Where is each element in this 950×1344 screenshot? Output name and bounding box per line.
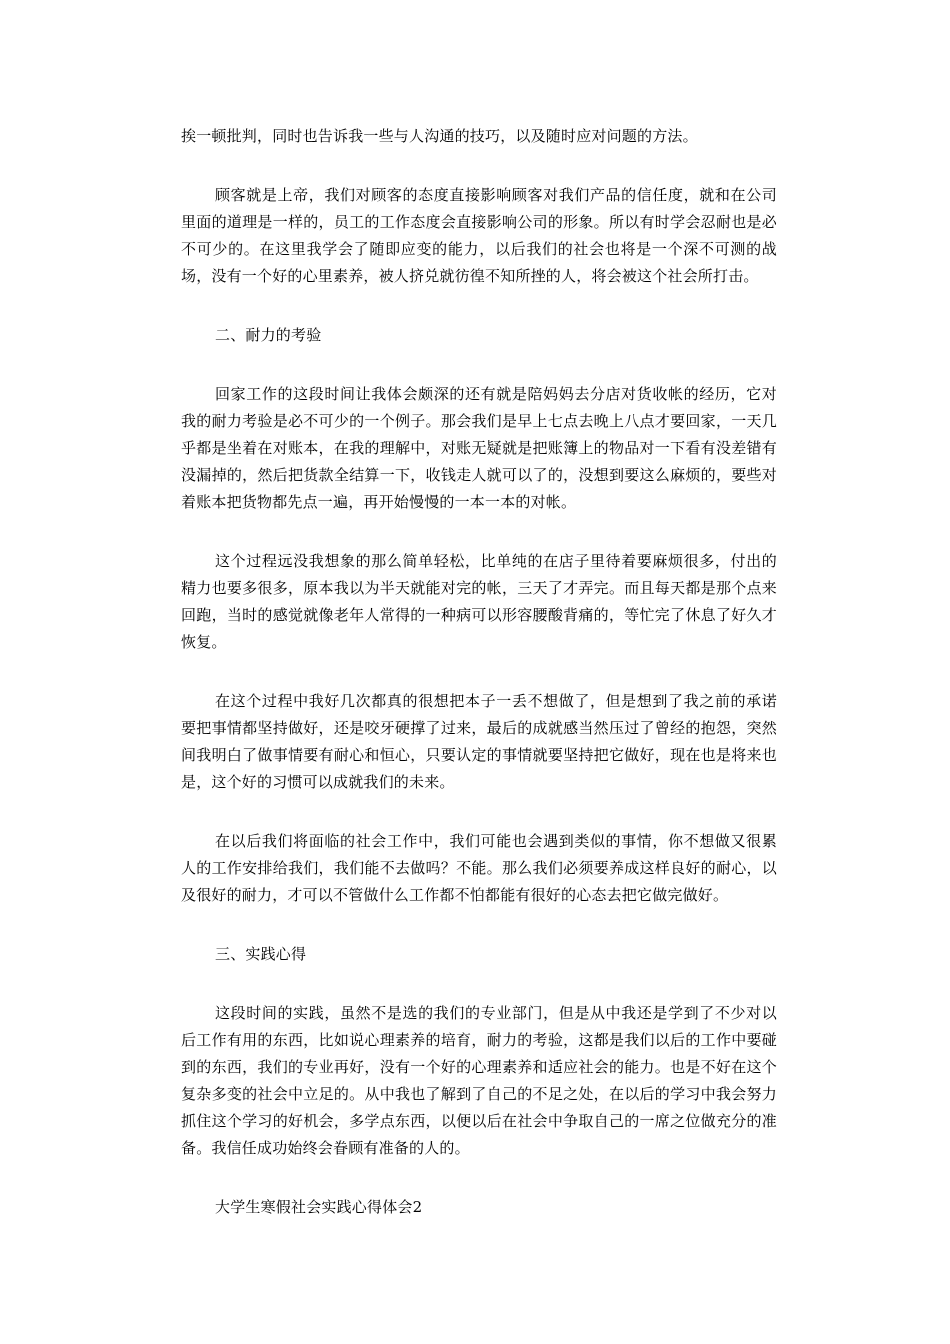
document-page xyxy=(181,123,777,1253)
paragraph-continuation: 挨一顿批判，同时也告诉我一些与人沟通的技巧，以及随时应对问题的方法。 xyxy=(181,127,698,145)
paragraph-account-checking: 回家工作的这段时间让我体会颇深的还有就是陪妈妈去分店对货收帐的经历，它对我的耐力考验是必不可少的一个例子。那会我们是早上七点去晚上八点才要回家，一天几乎都是坐着在对账本，在我的理解中，对账无疑就是把账簿上的物品对一下看有没差错有没漏掉的，然后把货款全结算一下，收钱走人就可以了的，没想到要这么麻烦的，要些对着账本把货物都先点一遍，再开始慢慢的一本一本的对帐。 xyxy=(181,385,777,511)
paragraph-future-work: 在以后我们将面临的社会工作中，我们可能也会遇到类似的事情，你不想做又很累人的工作安排给我们，我们能不去做吗？不能。那么我们必须要养成这样良好的耐心，以及很好的耐力，才可以不管做什么工作都不怕都能有很好的心态去把它做完做好。 xyxy=(181,832,777,904)
section-heading-endurance: 二、耐力的考验 xyxy=(215,326,322,344)
article-title-2: 大学生寒假社会实践心得体会2 xyxy=(215,1198,423,1216)
paragraph-persistence: 在这个过程中我好几次都真的很想把本子一丢不想做了，但是想到了我之前的承诺要把事情都坚持做好，还是咬牙硬撑了过来，最后的成就感当然压过了曾经的抱怨，突然间我明白了做事情要有耐心和恒心，只要认定的事情就要坚持把它做好，现在也是将来也是，这个好的习惯可以成就我们的未来。 xyxy=(181,692,777,791)
section-heading-practice: 三、实践心得 xyxy=(215,945,307,963)
paragraph-process-difficulty: 这个过程远没我想象的那么简单轻松，比单纯的在店子里待着要麻烦很多，付出的精力也要多很多，原本我以为半天就能对完的帐，三天了才弄完。而且每天都是那个点来回跑，当时的感觉就像老年人常得的一种病可以形容腰酸背痛的，等忙完了休息了好久才恢复。 xyxy=(181,552,777,651)
paragraph-customer-attitude: 顾客就是上帝，我们对顾客的态度直接影响顾客对我们产品的信任度，就和在公司里面的道理是一样的，员工的工作态度会直接影响公司的形象。所以有时学会忍耐也是必不可少的。在这里我学会了随即应变的能力，以后我们的社会也将是一个深不可测的战场，没有一个好的心里素养，被人挤兑就彷徨不知所挫的人，将会被这个社会所打击。 xyxy=(181,186,777,285)
paragraph-practice-summary: 这段时间的实践，虽然不是选的我们的专业部门，但是从中我还是学到了不少对以后工作有用的东西，比如说心理素养的培育，耐力的考验，这都是我们以后的工作中要碰到的东西，我们的专业再好，没有一个好的心理素养和适应社会的能力。也是不好在这个复杂多变的社会中立足的。从中我也了解到了自己的不足之处，在以后的学习中我会努力抓住这个学习的好机会，多学点东西，以便以后在社会中争取自己的一席之位做充分的准备。我信任成功始终会眷顾有准备的人的。 xyxy=(181,1004,777,1157)
